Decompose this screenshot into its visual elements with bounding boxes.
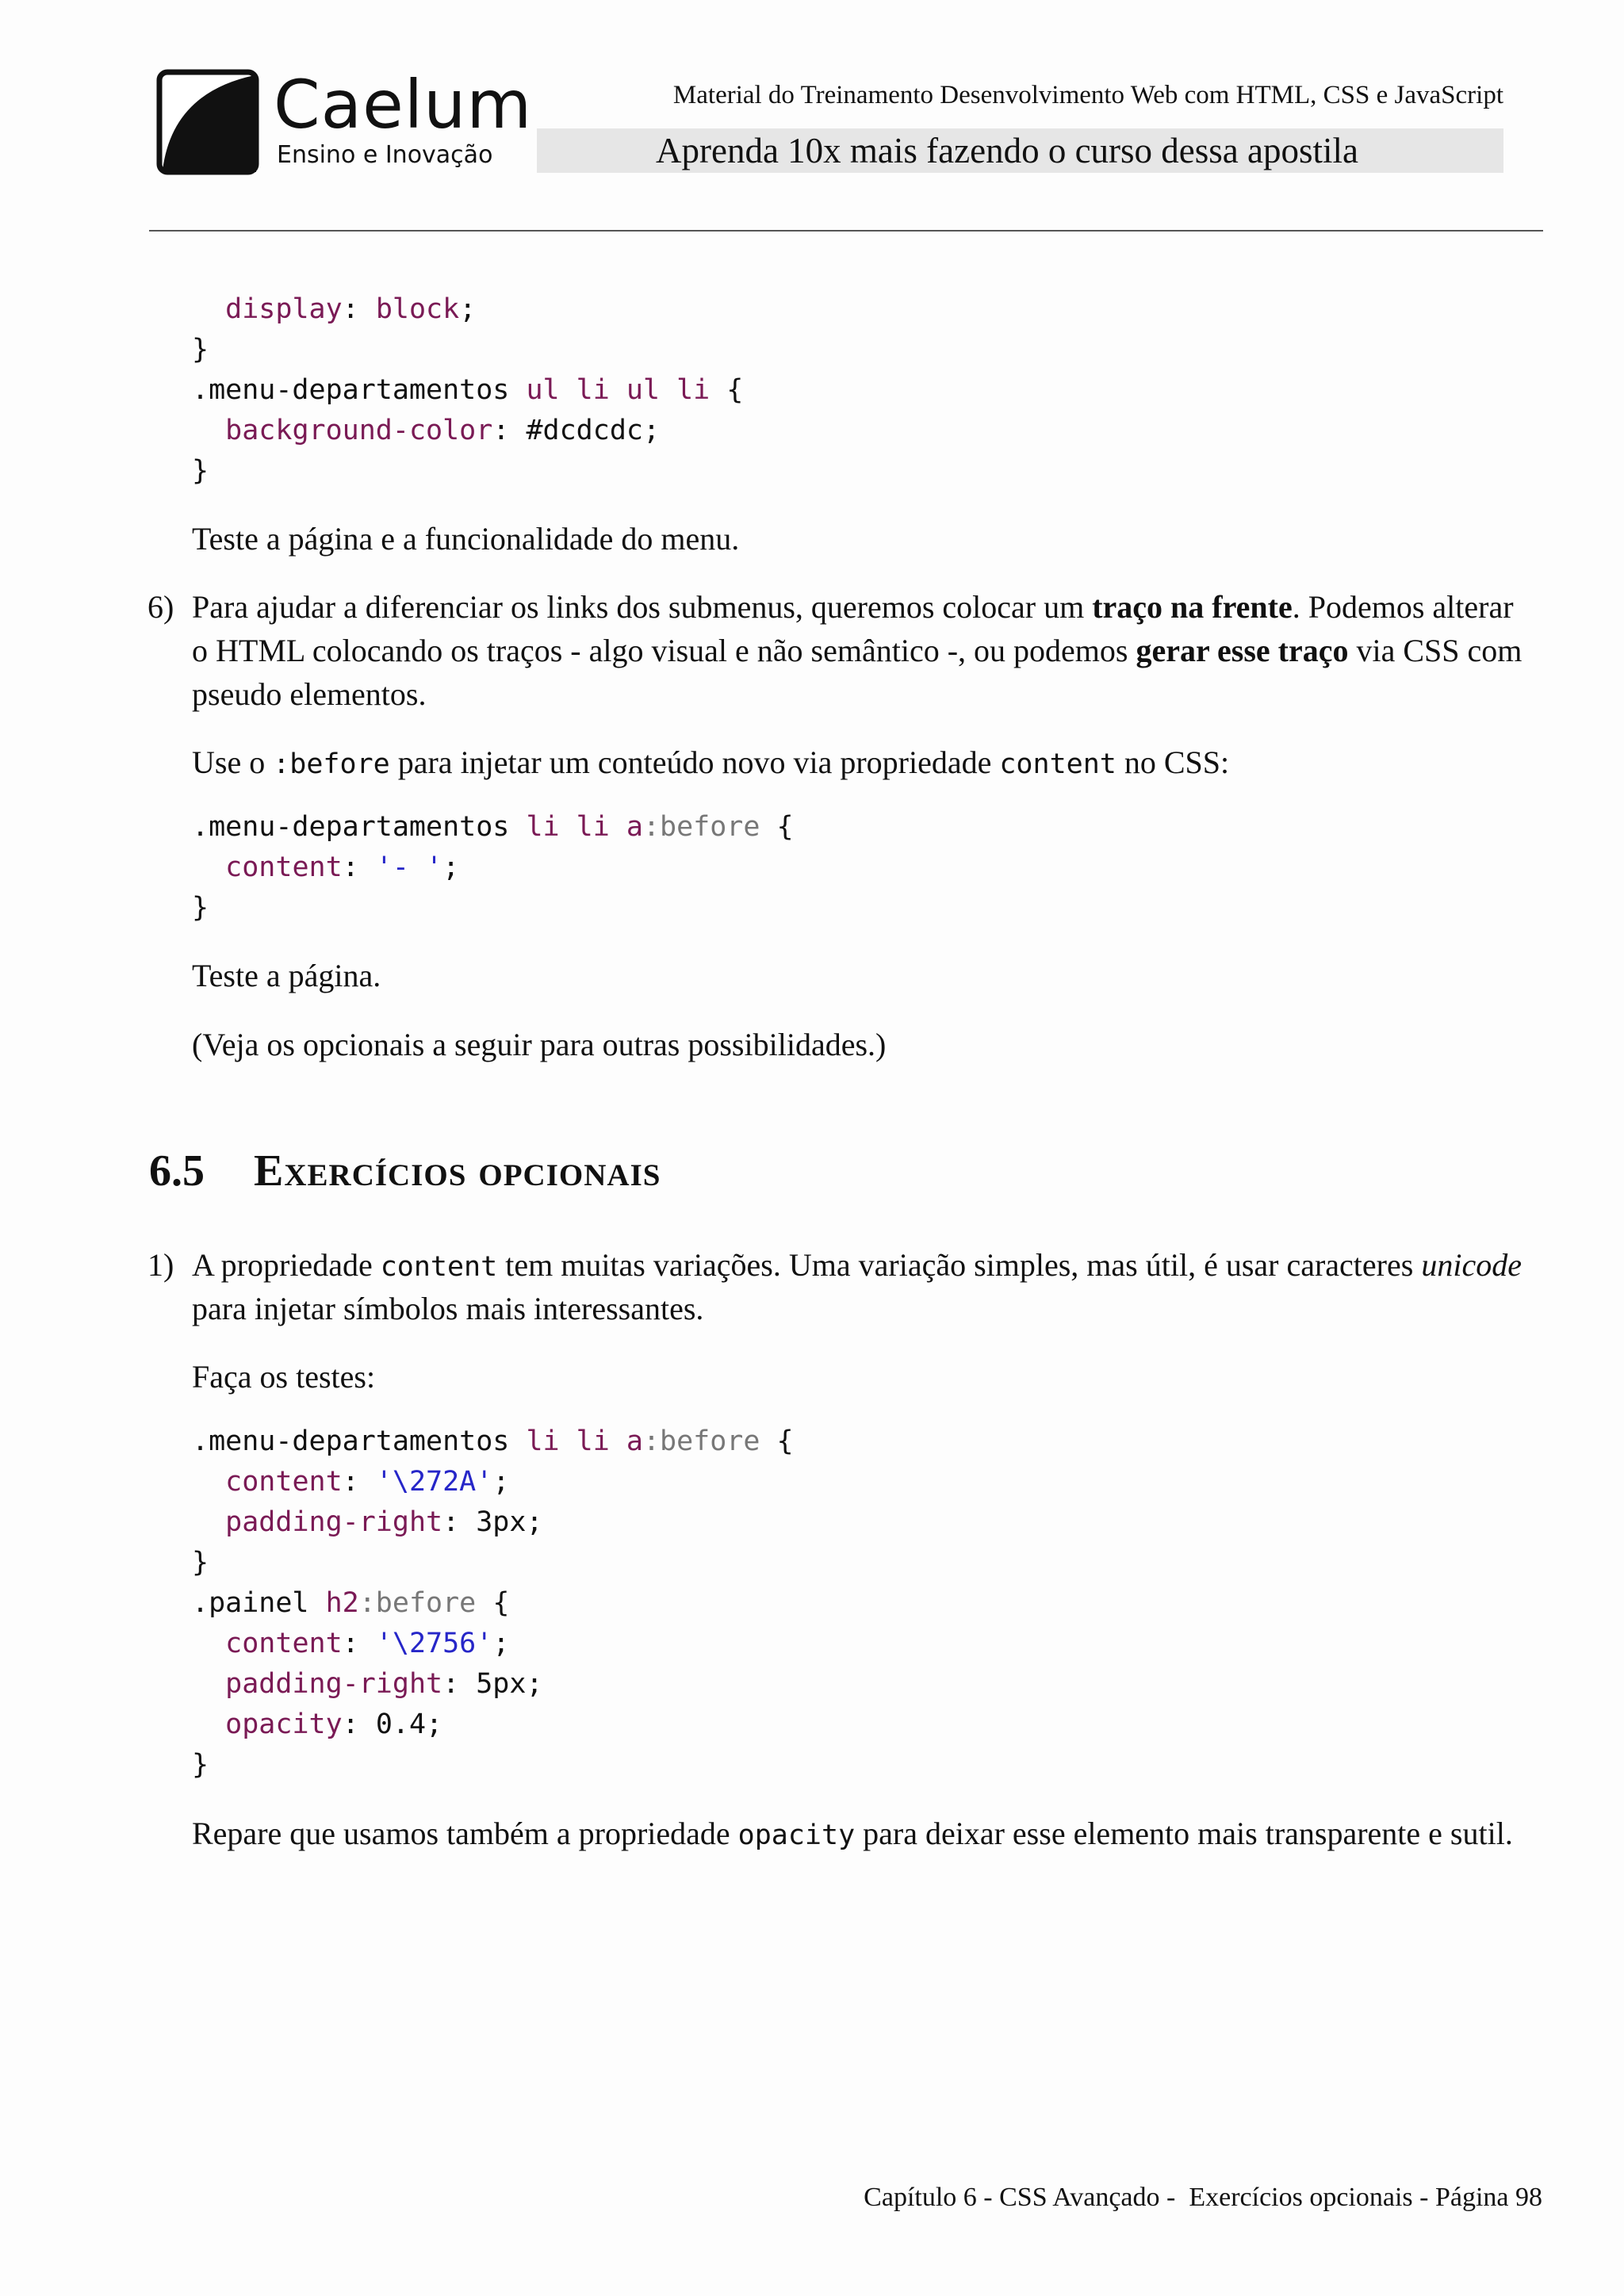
item6-use-before xyxy=(192,740,1543,786)
code-line: content: '\272A'; xyxy=(225,1466,510,1498)
code-line: content: '\2756'; xyxy=(225,1628,510,1659)
text-run: o HTML colocando os traços - algo visual e não semântico -, ou podemos xyxy=(192,633,1136,668)
text-run: para deixar esse elemento mais transparente e sutil. xyxy=(855,1816,1513,1851)
item1-tests-label: Faça os testes: xyxy=(192,1359,376,1395)
list-number-6: 6) xyxy=(147,589,174,625)
header-banner xyxy=(537,128,1503,173)
section-title: Exercícios opcionais xyxy=(254,1146,661,1196)
code-line: } xyxy=(192,1749,209,1781)
text-run: Para ajudar a diferenciar os links dos submenus, queremos colocar um xyxy=(192,589,1093,625)
code-line: .menu-departamentos ul li ul li { xyxy=(192,374,744,406)
text-run: A propriedade xyxy=(192,1247,381,1283)
code-line: .painel h2:before { xyxy=(192,1587,510,1619)
caelum-logo-mark xyxy=(156,69,259,175)
see-optionals-paragraph: (Veja os opcionais a seguir para outras possibilidades.) xyxy=(192,1027,887,1062)
italic-text: unicode xyxy=(1421,1247,1522,1283)
code-line: .menu-departamentos li li a:before { xyxy=(192,811,794,843)
code-line: } xyxy=(192,455,209,487)
item1-opacity-note xyxy=(192,1812,1543,1858)
item1-line2: para injetar símbolos mais interessantes. xyxy=(192,1291,704,1326)
text-run: . Podemos alterar xyxy=(1292,589,1514,625)
text-run: tem muitas variações. Uma variação simples, mas útil, é usar caracteres xyxy=(497,1247,1422,1283)
logo-tagline: Ensino e Inovação xyxy=(277,141,493,169)
list-number-1: 1) xyxy=(147,1247,174,1283)
code-line: background-color: #dcdcdc; xyxy=(225,415,661,446)
inline-code: :before xyxy=(273,748,390,780)
code-line: } xyxy=(192,334,209,365)
text-run: no CSS: xyxy=(1116,744,1230,780)
item6-line1 xyxy=(192,585,1543,629)
code-line: content: '- '; xyxy=(225,851,460,883)
code-line: .menu-departamentos li li a:before { xyxy=(192,1425,794,1457)
inline-code: content xyxy=(999,748,1116,780)
test-page-paragraph: Teste a página. xyxy=(192,958,381,993)
code-line: padding-right: 5px; xyxy=(225,1668,543,1700)
bold-text: traço na frente xyxy=(1092,589,1293,625)
header-divider xyxy=(149,230,1543,232)
text-run: via CSS com xyxy=(1348,633,1522,668)
text-run: Use o xyxy=(192,744,274,780)
item6-line2 xyxy=(192,629,1543,672)
bold-text: gerar esse traço xyxy=(1136,633,1349,668)
test-menu-paragraph: Teste a página e a funcionalidade do menu. xyxy=(192,521,740,557)
inline-code: content xyxy=(380,1251,498,1283)
code-block-unicode-symbols xyxy=(192,1422,794,1785)
inline-code: opacity xyxy=(737,1820,856,1851)
code-block-menu-styles xyxy=(192,289,743,492)
section-number: 6.5 xyxy=(149,1146,205,1196)
item1-line1 xyxy=(192,1243,1543,1289)
code-line: opacity: 0.4; xyxy=(225,1709,443,1740)
logo-name: Caelum xyxy=(274,66,533,144)
item6-line3: pseudo elementos. xyxy=(192,676,427,712)
code-line: display: block; xyxy=(225,293,477,325)
header-course-title: Material do Treinamento Desenvolvimento Web com HTML, CSS e JavaScript xyxy=(672,81,1503,109)
code-line: } xyxy=(192,892,209,924)
code-line: } xyxy=(192,1547,209,1578)
page-footer: Capítulo 6 - CSS Avançado - Exercícios opcionais - Página 98 xyxy=(864,2183,1542,2212)
header-banner-text: Aprenda 10x mais fazendo o curso dessa apostila xyxy=(656,131,1358,170)
code-line: padding-right: 3px; xyxy=(225,1506,543,1538)
text-run: Repare que usamos também a propriedade xyxy=(192,1816,738,1851)
code-block-before-dash xyxy=(192,807,794,928)
text-run: para injetar um conteúdo novo via propriedade xyxy=(389,744,1000,780)
